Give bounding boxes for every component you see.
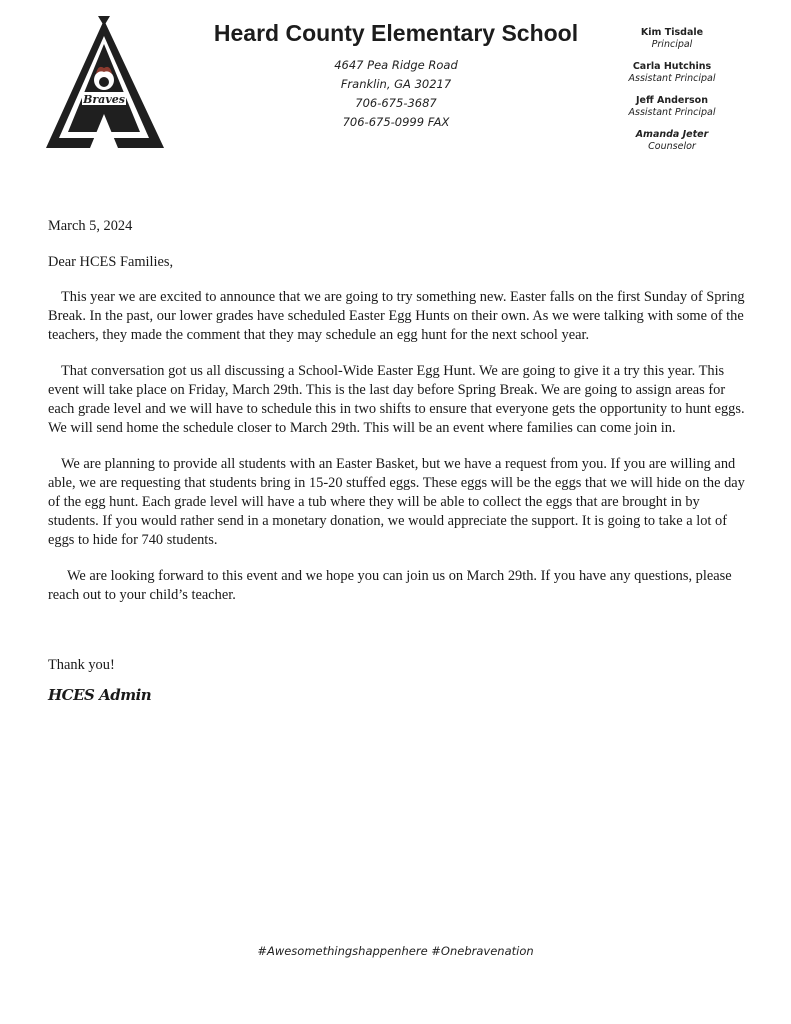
school-name: Heard County Elementary School — [213, 20, 579, 46]
school-address — [300, 56, 492, 132]
staff-name: Amanda Jeter — [635, 129, 709, 140]
address-phone: 706-675-3687 — [355, 96, 437, 110]
staff-entry — [612, 95, 732, 119]
staff-list — [612, 27, 732, 163]
staff-role: Principal — [651, 39, 693, 50]
letter-date: March 5, 2024 — [48, 218, 133, 234]
letter-salutation: Dear HCES Families, — [48, 254, 174, 270]
letter-paragraph: That conversation got us all discussing a School-Wide Easter Egg Hunt. We are going to give it a try this year. This event will take place on Friday, March 29th. This is the last day before Spring Break. We are going to assign areas for each grade level and we will have to schedule this in two shifts to ensure that everyone gets the opportunity to hunt eggs. We will send home the schedule closer to March 29th. This will be an event where families can come join in. — [48, 363, 745, 436]
letter-signature: HCES Admin — [48, 686, 152, 704]
letter-body — [48, 217, 748, 705]
letter-paragraph: We are looking forward to this event and we hope you can join us on March 29th. If you have any questions, please reach out to your child’s teacher. — [48, 568, 732, 603]
staff-name: Kim Tisdale — [640, 27, 704, 38]
staff-role: Counselor — [648, 141, 696, 152]
logo-text: Braves — [83, 93, 125, 106]
letter-closing: Thank you! — [48, 657, 115, 673]
staff-entry — [612, 61, 732, 85]
staff-role: Assistant Principal — [628, 73, 716, 84]
address-city-state-zip: Franklin, GA 30217 — [340, 77, 452, 91]
address-street: 4647 Pea Ridge Road — [334, 58, 458, 72]
staff-name: Jeff Anderson — [636, 95, 708, 106]
teepee-braves-logo-icon — [42, 14, 168, 152]
staff-role: Assistant Principal — [628, 107, 716, 118]
letter-paragraph: This year we are excited to announce that we are going to try something new. Easter falls on the first Sunday of Spring Break. In the past, our lower grades have scheduled Easter Egg Hunts on their own. As we were talking with some of the teachers, they made the comment that they may schedule an egg hunt for the next school year. — [48, 289, 745, 343]
address-fax: 706-675-0999 FAX — [342, 115, 450, 129]
footer-hashtags: #Awesomethingshappenhere #Onebravenation — [257, 944, 534, 958]
letter-paragraph: We are planning to provide all students with an Easter Basket, but we have a request from you. If you are willing and able, we are requesting that students bring in 15-20 stuffed eggs. These eggs will be the eggs that we will hide on the day of the egg hunt. Each grade level will have a tub where they will be able to collect the eggs that are brought in by students. If you would rather send in a monetary donation, we would appreciate the support. It is going to take a lot of eggs to hide for 740 students. — [48, 456, 745, 548]
staff-entry — [612, 27, 732, 51]
staff-name: Carla Hutchins — [632, 61, 712, 72]
staff-entry — [612, 129, 732, 153]
